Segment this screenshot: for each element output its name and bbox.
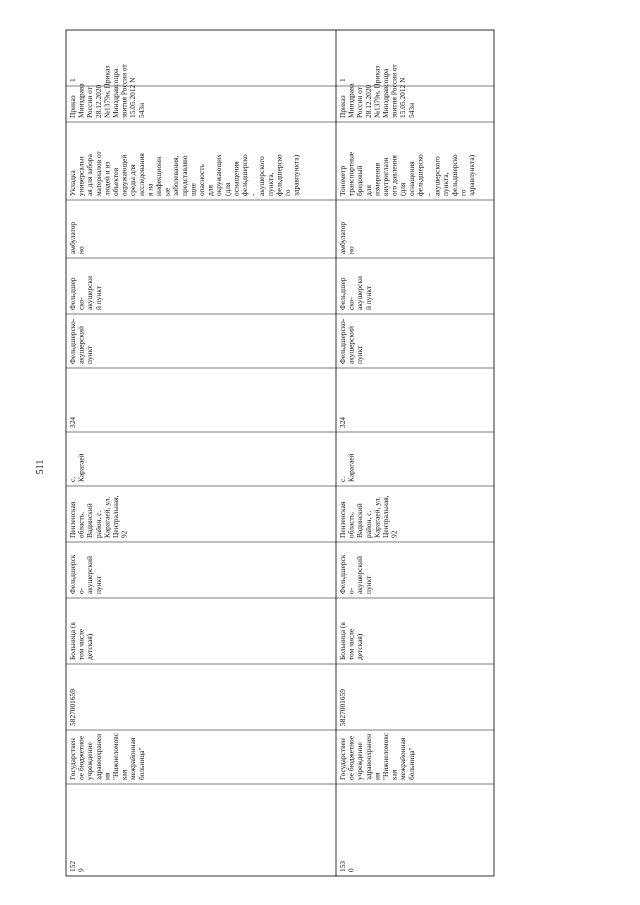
page-number: 511	[35, 459, 46, 475]
table-cell: Больница (втом числедетская)	[338, 622, 365, 660]
table-cell: Больница (втом числедетская)	[68, 622, 95, 660]
table-cell: Фельдшерско-акушерскийпункт	[338, 554, 373, 594]
table-cell: ПриказМинздраваРоссии от28.12.2020№1379н, ПриказМинздравсоцразвития России от15.05.2012 N543н	[338, 64, 416, 118]
table-cell: амбулаторно	[68, 221, 86, 254]
table-cell: 1529	[68, 860, 86, 872]
table-cell: 324	[68, 416, 77, 428]
table-cell: 5827001659	[68, 689, 77, 726]
table-cell: Фельдшерско-акушерскийпункт	[338, 318, 365, 364]
table-cell: Фельдшерско-акушерский пункт	[68, 276, 103, 310]
table-cell: с.Карагаей	[68, 453, 86, 482]
table-cell: Тонометртранспортныебредовыйдляизмерениявнутриглазного давления(дляоснащенияфельдшерско-акушерскогопункта,фельдшерскогоздравпункта)	[338, 151, 476, 196]
table-cell: Пензенскаяобласть,Вадинскийрайон, с.Карагаей, ул.Центральная,92	[338, 495, 399, 538]
table-cell: Фельдшерско-акушерскийпункт	[68, 554, 103, 594]
table-cell: Фельдшерско-акушерскийпункт	[68, 318, 95, 364]
table-row	[338, 63, 476, 872]
table-cell: Государственое бюджетноеучреждениездравоохранения"Нижнеломовскаямежрайоннаябольница"	[68, 733, 146, 780]
table-cell: Укладкауниверсальная для забораматериалов отлюдей и изобъектовокружающейсреды дляисследованияя наинфекционныезаболевания,представляющиеопасностьдляокружающих(дляоснащенияфельдшерско-акушерскогопункта,фельдшерскогоздравпункта)	[68, 151, 301, 196]
table-cell: 1530	[338, 860, 356, 872]
table-cell: 1	[338, 78, 347, 82]
table-cell: 324	[338, 416, 347, 428]
table-cell: ПриказМинздраваРоссии от28.12.2020№1379н, ПриказМинздравсоцразвития России от15.05.2012 N543н	[68, 64, 146, 118]
table-cell: 5827001659	[338, 689, 347, 726]
data-table	[66, 30, 494, 876]
table-cell: Государственое бюджетноеучреждениездравоохранения"Нижнеломовскаямежрайоннаябольница"	[338, 733, 416, 780]
table-cell: амбулаторно	[338, 221, 356, 254]
table-cell: Фельдшерско-акушерский пункт	[338, 276, 373, 310]
table-cell: 1	[68, 78, 77, 82]
table-row	[68, 63, 301, 872]
table-cell: с.Карагаей	[338, 453, 356, 482]
table-cell: Пензенскаяобласть,Вадинскийрайон, с.Карагаей, ул.Центральная,92	[68, 495, 129, 538]
